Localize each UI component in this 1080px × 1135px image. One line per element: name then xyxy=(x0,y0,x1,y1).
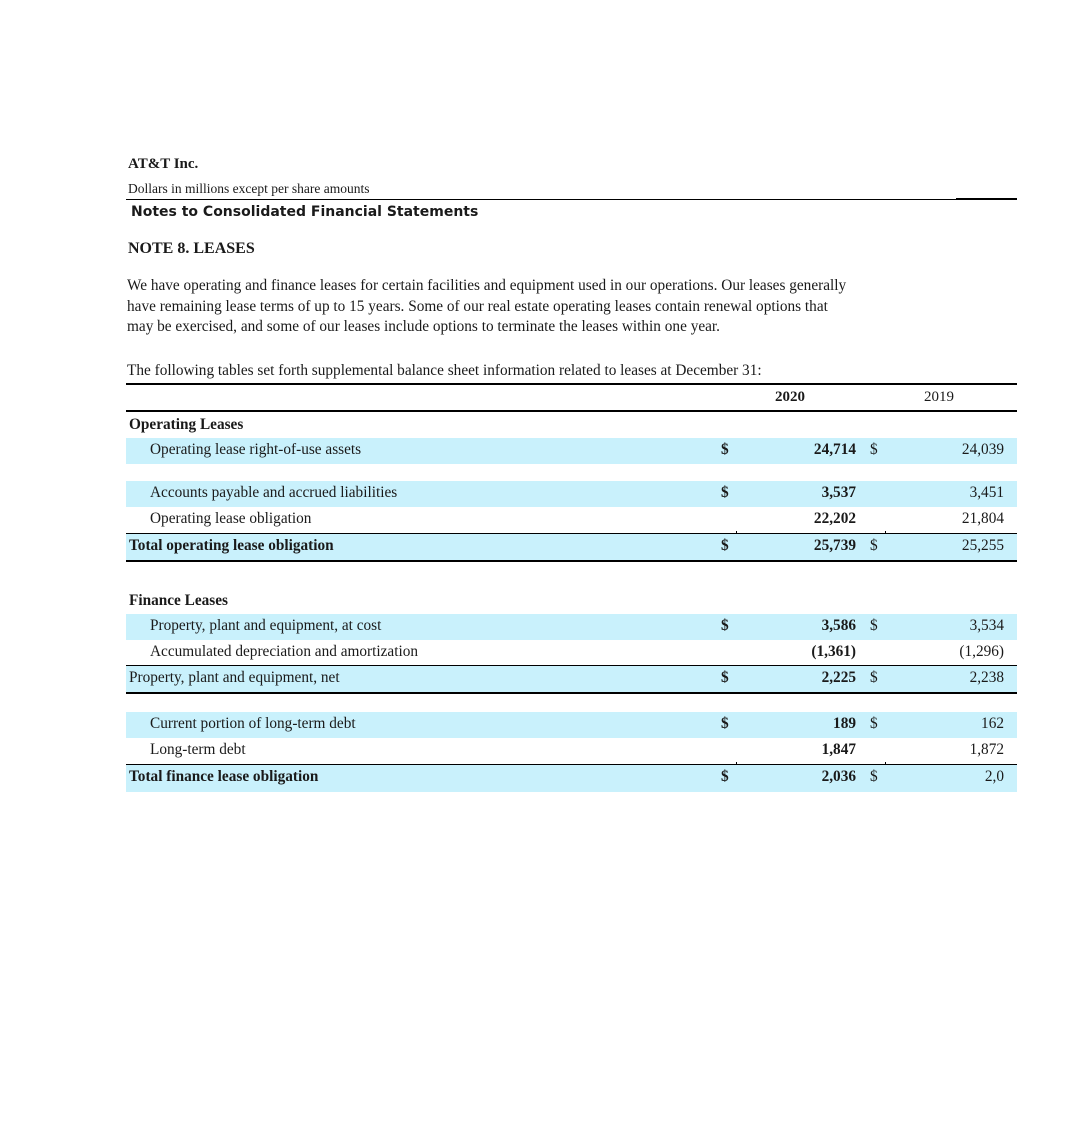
row-label: Current portion of long-term debt xyxy=(150,715,356,732)
finance-leases-heading: Finance Leases xyxy=(129,592,228,609)
row-label: Long-term debt xyxy=(150,741,246,758)
table-intro: The following tables set forth supplemental balance sheet information related to leases at December 31: xyxy=(127,362,762,379)
value-2020: 2,036 xyxy=(821,768,856,785)
value-2020: 189 xyxy=(833,715,856,732)
section-title: Notes to Consolidated Financial Statements xyxy=(131,204,479,220)
row-label: Operating lease obligation xyxy=(150,510,312,527)
value-2019: 24,039 xyxy=(961,441,1004,458)
table-top-rule xyxy=(126,383,1017,385)
column-header-2020: 2020 xyxy=(775,389,805,405)
value-2020: 24,714 xyxy=(813,441,856,458)
row-label: Total finance lease obligation xyxy=(129,768,319,785)
dollar-sign-2020: $ xyxy=(721,537,729,554)
dollar-sign-2019: $ xyxy=(870,537,878,554)
dollar-sign-2019: $ xyxy=(870,715,878,732)
table-row xyxy=(126,738,1017,764)
total-rule xyxy=(126,692,1017,694)
table-row xyxy=(126,640,1017,666)
row-label: Operating lease right-of-use assets xyxy=(150,441,362,458)
value-2019: 2,0 xyxy=(984,768,1004,785)
value-2019: 25,255 xyxy=(961,537,1004,554)
value-2020: 3,586 xyxy=(821,617,856,634)
value-2019: 21,804 xyxy=(961,510,1004,527)
dollar-sign-2019: $ xyxy=(870,768,878,785)
paragraph-line: We have operating and finance leases for certain facilities and equipment used in our operations. Our leases generally xyxy=(127,277,847,294)
table-row xyxy=(126,614,1017,640)
header-rule-stub xyxy=(956,198,1017,199)
value-2019: 2,238 xyxy=(969,669,1004,686)
row-label: Property, plant and equipment, at cost xyxy=(150,617,382,634)
value-2019: 1,872 xyxy=(969,741,1004,758)
dollar-sign-2019: $ xyxy=(870,617,878,634)
note-title: NOTE 8. LEASES xyxy=(128,240,255,257)
value-2019: 162 xyxy=(981,715,1004,732)
value-2020: 1,847 xyxy=(821,741,856,758)
dollar-sign-2020: $ xyxy=(721,617,729,634)
paragraph-line: may be exercised, and some of our leases include options to terminate the leases within one year. xyxy=(127,318,720,335)
value-2020: 3,537 xyxy=(821,484,856,501)
company-name: AT&T Inc. xyxy=(128,156,199,172)
row-label: Property, plant and equipment, net xyxy=(129,669,340,686)
units-note: Dollars in millions except per share amounts xyxy=(128,181,370,196)
value-2020: 22,202 xyxy=(813,510,856,527)
row-label: Accounts payable and accrued liabilities xyxy=(150,484,398,501)
dollar-sign-2019: $ xyxy=(870,441,878,458)
table-row xyxy=(126,534,1017,560)
value-2020: (1,361) xyxy=(811,643,856,660)
table-row xyxy=(126,712,1017,738)
value-2019: 3,534 xyxy=(969,617,1004,634)
dollar-sign-2019: $ xyxy=(870,669,878,686)
table-row xyxy=(126,666,1017,692)
dollar-sign-2020: $ xyxy=(721,768,729,785)
dollar-sign-2020: $ xyxy=(721,669,729,686)
column-header-2019: 2019 xyxy=(924,389,954,405)
table-row xyxy=(126,765,1017,791)
paragraph-line: have remaining lease terms of up to 15 years. Some of our real estate operating leases contain renewal options that xyxy=(127,297,828,315)
dollar-sign-2020: $ xyxy=(721,715,729,732)
dollar-sign-2020: $ xyxy=(721,441,729,458)
table-row xyxy=(126,507,1017,533)
note-paragraph xyxy=(127,276,967,338)
header-rule xyxy=(126,199,1017,200)
table-row xyxy=(126,481,1017,507)
operating-leases-heading: Operating Leases xyxy=(129,416,244,433)
value-2019: (1,296) xyxy=(959,643,1004,660)
value-2019: 3,451 xyxy=(969,484,1004,501)
dollar-sign-2020: $ xyxy=(721,484,729,501)
value-2020: 25,739 xyxy=(813,537,856,554)
row-label: Accumulated depreciation and amortization xyxy=(150,643,419,660)
row-label: Total operating lease obligation xyxy=(129,537,334,554)
value-2020: 2,225 xyxy=(821,669,856,686)
table-header-rule xyxy=(126,410,1017,412)
table-row xyxy=(126,438,1017,464)
total-rule xyxy=(126,560,1017,562)
